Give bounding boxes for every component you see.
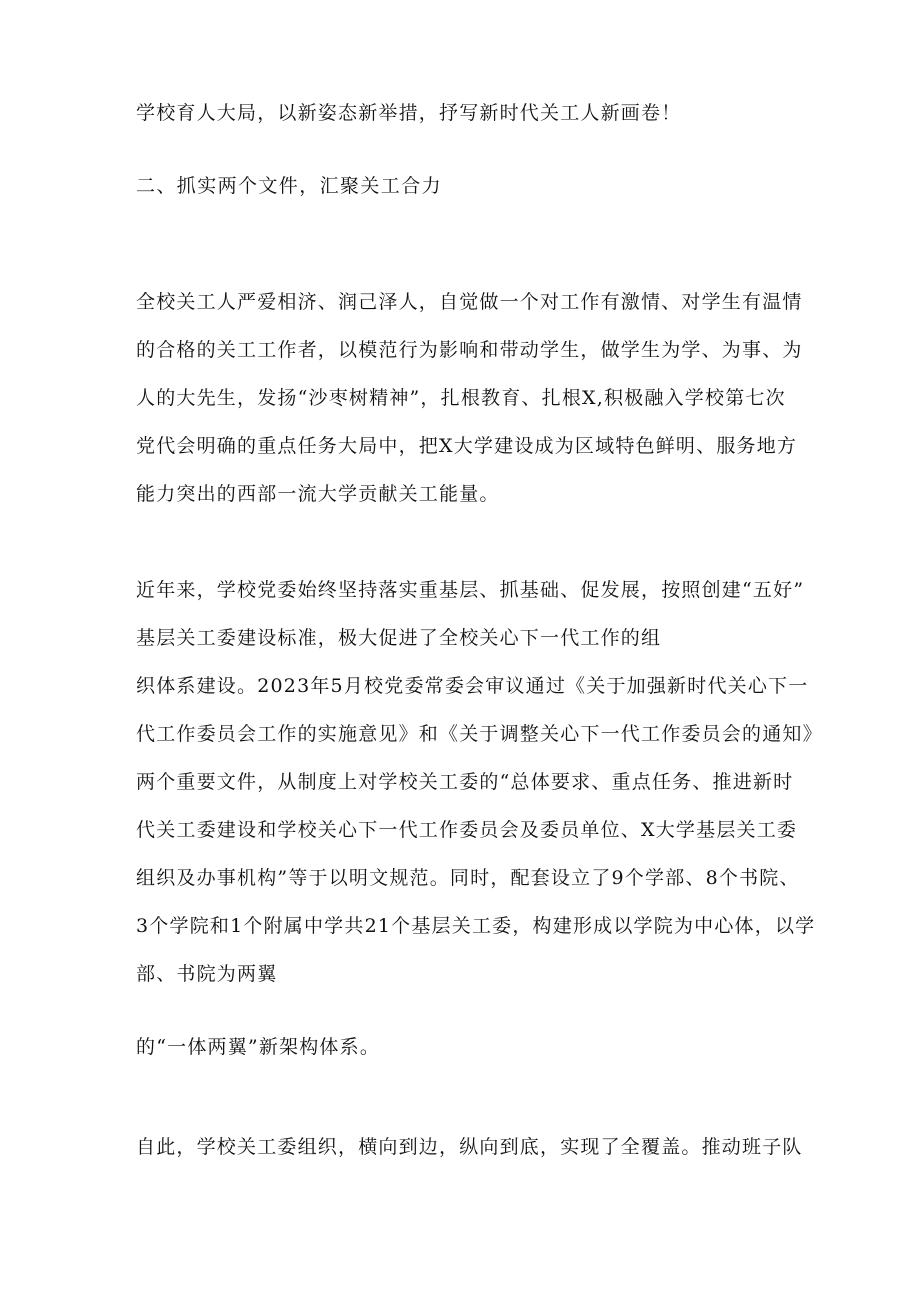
text-line: 组织及办事机构”等于以明文规范。同时，配套设立了9个学部、8个书院、	[136, 867, 800, 889]
text-line: 全校关工人严爱相济、润己泽人，自觉做一个对工作有激情、对学生有温情	[136, 291, 803, 313]
text-line: 3个学院和1个附属中学共21个基层关工委，构建形成以学院为中心体，以学	[136, 915, 816, 937]
text-line: 两个重要文件，从制度上对学校关工委的“总体要求、重点任务、推进新时	[136, 771, 794, 793]
text-line: 自此，学校关工委组织，横向到边，纵向到底，实现了全覆盖。推动班子队	[136, 1136, 803, 1158]
text-line: 能力突出的西部一流大学贡献关工能量。	[136, 483, 500, 505]
text-line: 党代会明确的重点任务大局中，把X大学建设成为区域特色鲜明、服务地方	[136, 435, 798, 457]
text-line: 的合格的关工工作者，以模范行为影响和带动学生，做学生为学、为事、为	[136, 339, 803, 361]
section-heading: 二、抓实两个文件，汇聚关工合力	[136, 175, 443, 197]
text-line: 学校育人大局，以新姿态新举措，抒写新时代关工人新画卷！	[136, 102, 682, 124]
text-line: 人的大先生，发扬“沙枣树精神”，扎根教育、扎根X,积极融入学校第七次	[136, 387, 786, 409]
text-line: 近年来，学校党委始终坚持落实重基层、抓基础、促发展，按照创建“五好”	[136, 579, 805, 601]
text-line: 代工作委员会工作的实施意见》和《关于调整关心下一代工作委员会的通知》	[136, 723, 823, 745]
text-line: 代关工委建设和学校关心下一代工作委员会及委员单位、X大学基层关工委	[136, 819, 798, 841]
text-line: 的“一体两翼”新架构体系。	[136, 1036, 381, 1058]
text-line: 基层关工委建设标准，极大促进了全校关心下一代工作的组	[136, 627, 662, 649]
text-line: 部、书院为两翼	[136, 963, 278, 985]
text-line: 织体系建设。2023年5月校党委常委会审议通过《关于加强新时代关心下一	[136, 675, 809, 697]
